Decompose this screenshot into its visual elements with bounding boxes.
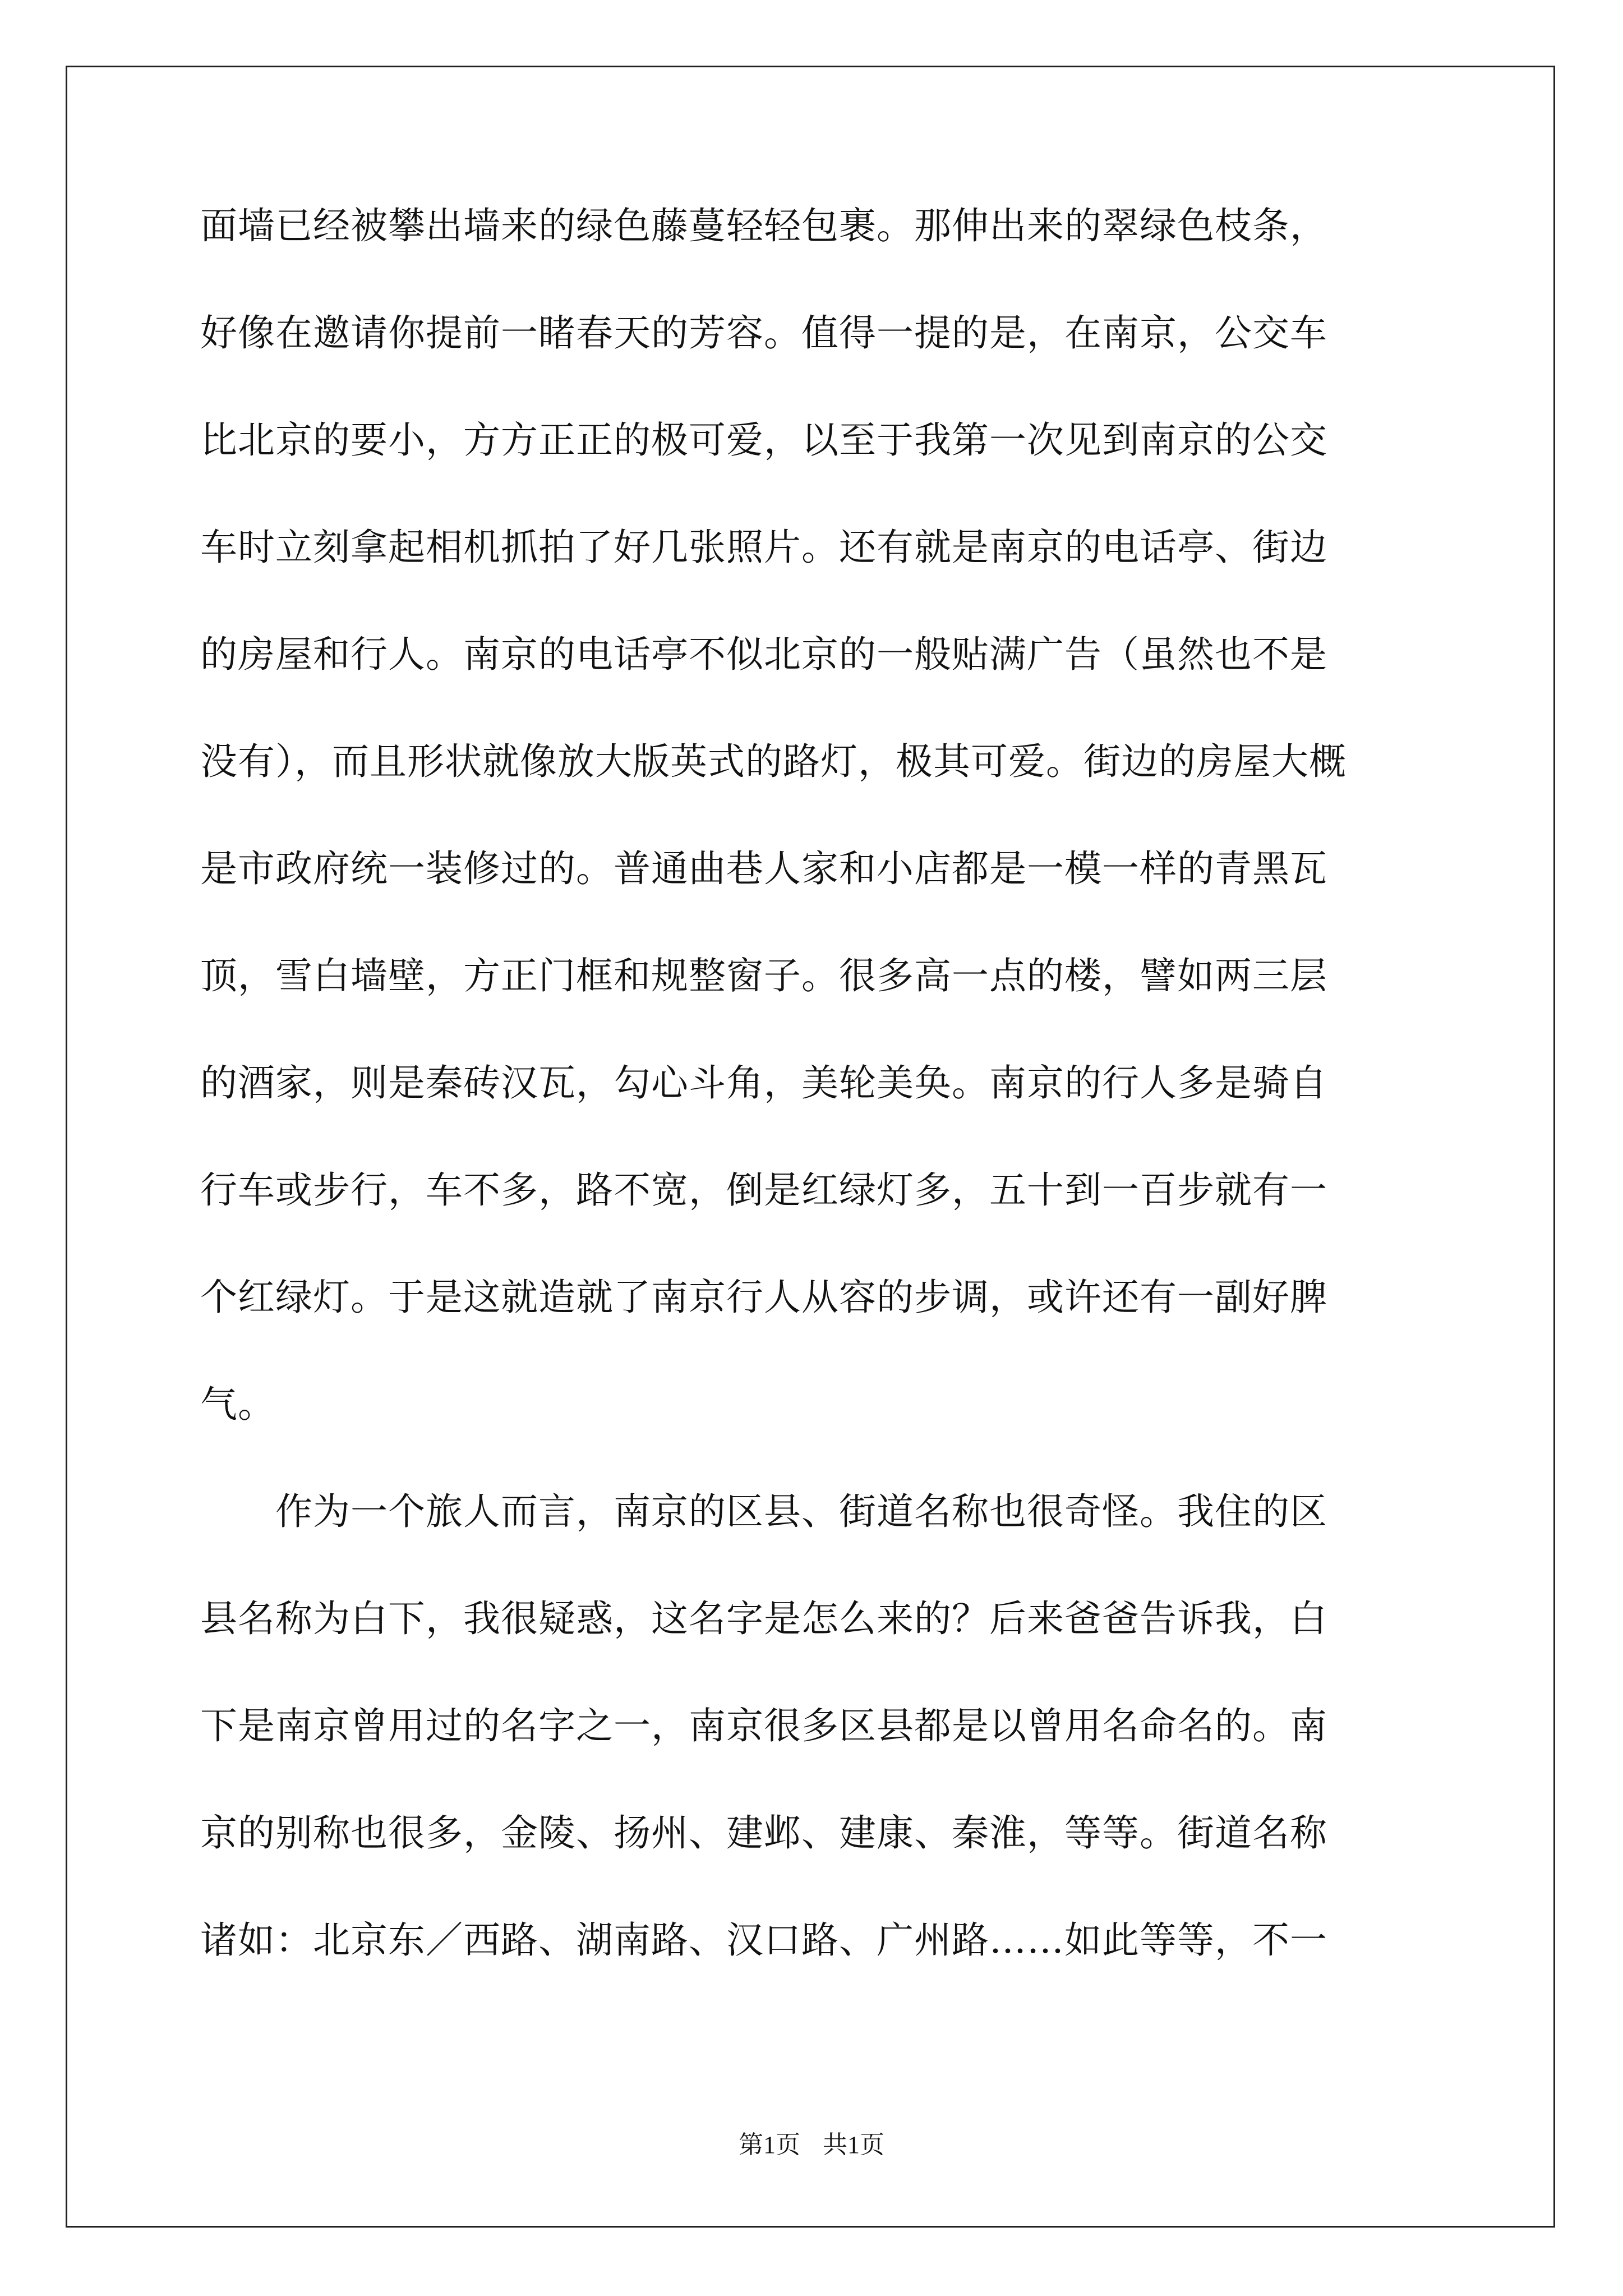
text-line: 个红绿灯。于是这就造就了南京行人从容的步调，或许还有一副好脾 [200,1276,1327,1319]
text-line: 诸如：北京东／西路、湖南路、汉口路、广州路……如此等等，不一 [200,1918,1327,1962]
text-line: 京的别称也很多，金陵、扬州、建邺、建康、秦淮，等等。街道名称 [200,1811,1327,1855]
text-line: 顶，雪白墙壁，方正门框和规整窗子。很多高一点的楼，譬如两三层 [200,954,1327,997]
body-text [200,204,1434,2029]
text-line: 县名称为白下，我很疑惑，这名字是怎么来的？后来爸爸告诉我，白 [200,1597,1327,1640]
text-line: 面墙已经被攀出墙来的绿色藤蔓轻轻包裹。那伸出来的翠绿色枝条， [200,204,1327,247]
text-line: 气。 [200,1383,275,1426]
text-line: 的酒家，则是秦砖汉瓦，勾心斗角，美轮美奂。南京的行人多是骑自 [200,1061,1327,1105]
text-line: 作为一个旅人而言，南京的区县、街道名称也很奇怪。我住的区 [200,1490,1327,1533]
text-line: 行车或步行，车不多，路不宽，倒是红绿灯多，五十到一百步就有一 [200,1168,1327,1212]
text-line: 好像在邀请你提前一睹春天的芳容。值得一提的是，在南京，公交车 [200,311,1327,355]
text-line: 下是南京曾用过的名字之一，南京很多区县都是以曾用名命名的。南 [200,1704,1327,1747]
page-number: 第1页 [739,2131,800,2159]
page-total: 共1页 [823,2131,884,2159]
text-line: 没有），而且形状就像放大版英式的路灯，极其可爱。街边的房屋大概 [200,740,1347,783]
text-line: 比北京的要小，方方正正的极可爱，以至于我第一次见到南京的公交 [200,418,1327,462]
text-line: 是市政府统一装修过的。普通曲巷人家和小店都是一模一样的青黑瓦 [200,847,1327,890]
text-line: 的房屋和行人。南京的电话亭不似北京的一般贴满广告（虽然也不是 [200,633,1327,676]
page-footer [0,2133,1623,2157]
text-line: 车时立刻拿起相机抓拍了好几张照片。还有就是南京的电话亭、街边 [200,526,1327,569]
